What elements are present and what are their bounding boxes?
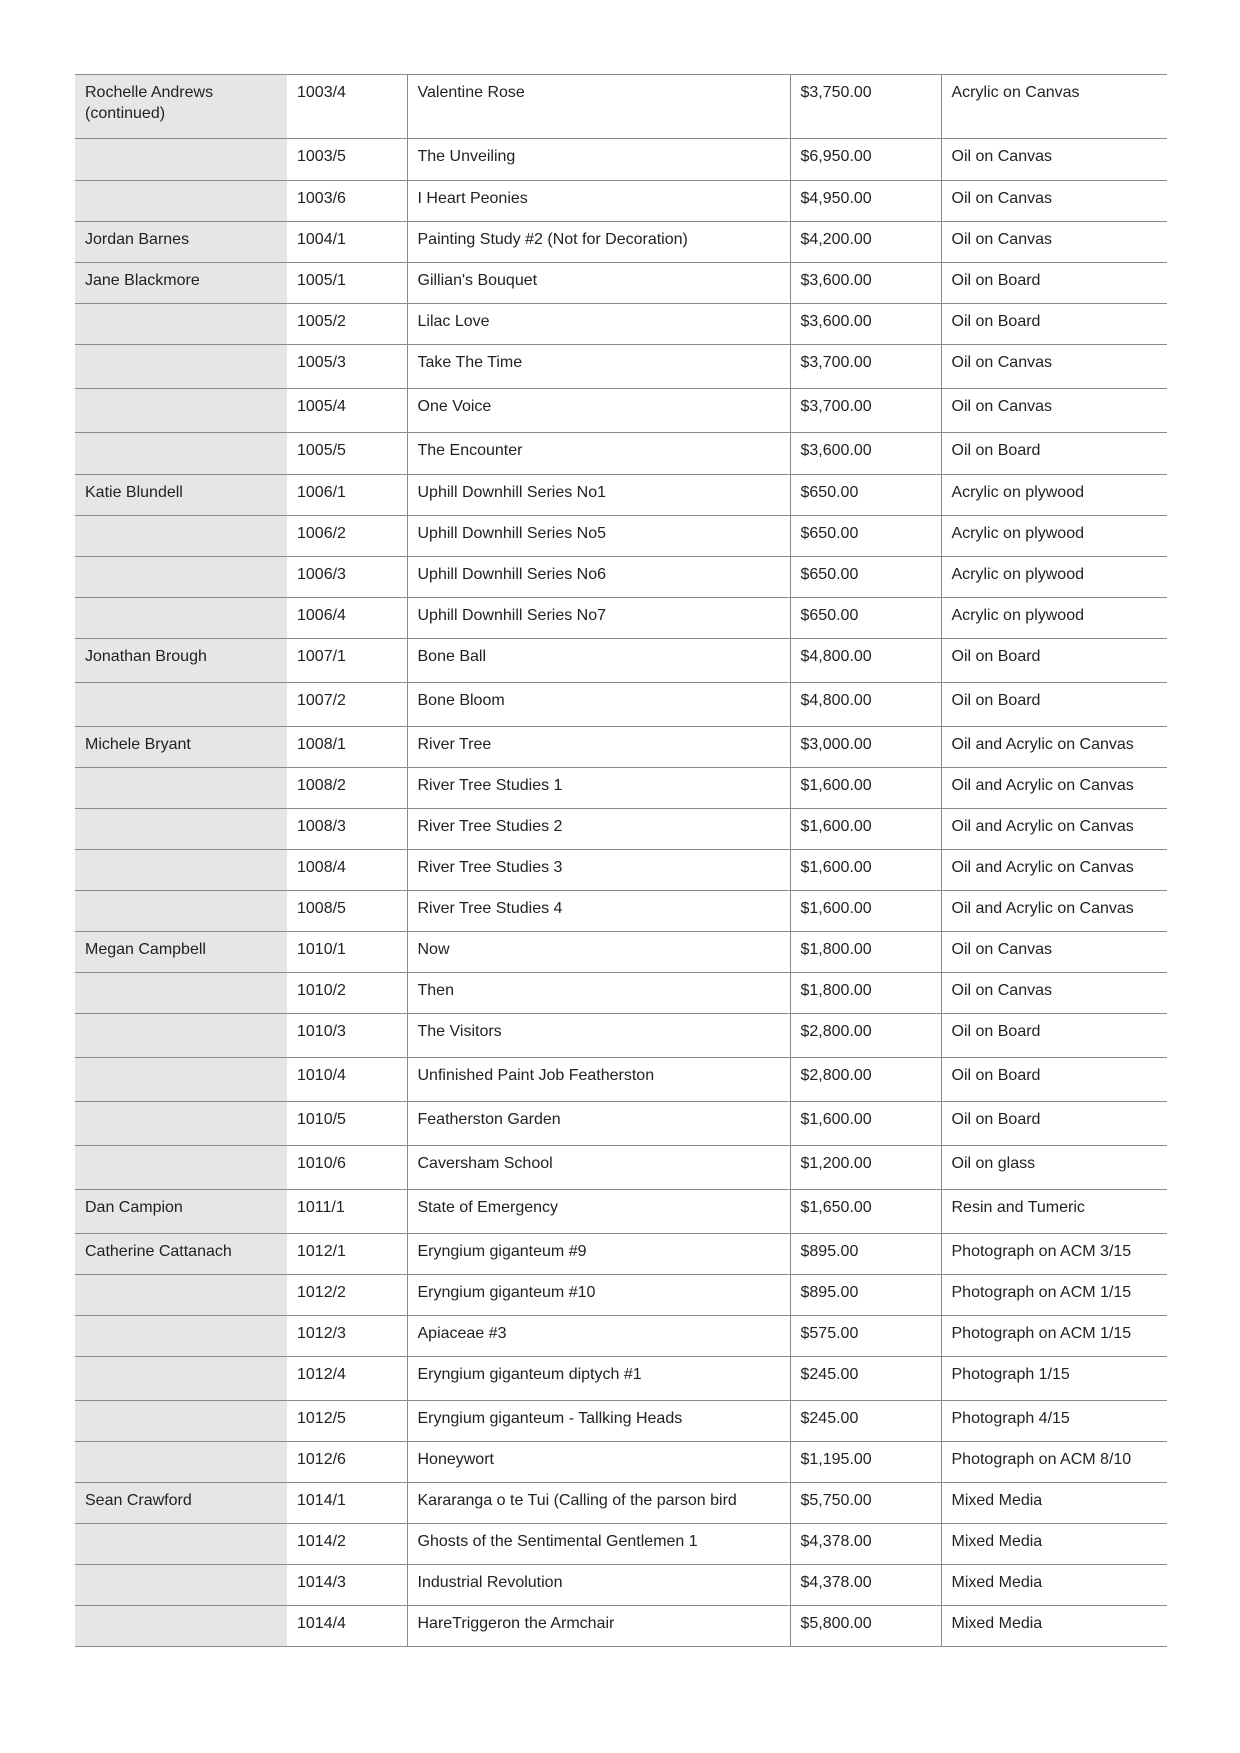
price-cell: $5,750.00 — [790, 1483, 941, 1524]
medium-cell: Oil on Board — [941, 263, 1167, 304]
artwork-price-table — [75, 74, 1167, 1647]
medium-cell: Acrylic on Canvas — [941, 75, 1167, 139]
table-row — [75, 639, 1167, 683]
title-cell: Eryngium giganteum diptych #1 — [407, 1357, 790, 1401]
catalogue-number-cell: 1010/4 — [287, 1058, 407, 1102]
price-cell: $3,600.00 — [790, 304, 941, 345]
table-row — [75, 598, 1167, 639]
catalogue-number-cell: 1005/5 — [287, 433, 407, 475]
artist-cell: Jordan Barnes — [75, 222, 287, 263]
table-row — [75, 809, 1167, 850]
title-cell: Featherston Garden — [407, 1102, 790, 1146]
medium-cell: Oil on Canvas — [941, 139, 1167, 181]
title-cell: River Tree Studies 3 — [407, 850, 790, 891]
catalogue-number-cell: 1010/2 — [287, 973, 407, 1014]
artist-cell: Dan Campion — [75, 1190, 287, 1234]
title-cell: Caversham School — [407, 1146, 790, 1190]
table-row — [75, 1058, 1167, 1102]
medium-cell: Mixed Media — [941, 1524, 1167, 1565]
catalogue-number-cell: 1008/4 — [287, 850, 407, 891]
artist-cell — [75, 516, 287, 557]
catalogue-number-cell: 1003/4 — [287, 75, 407, 139]
medium-cell: Oil on Board — [941, 1014, 1167, 1058]
title-cell: Uphill Downhill Series No6 — [407, 557, 790, 598]
price-cell: $4,800.00 — [790, 683, 941, 727]
table-row — [75, 1316, 1167, 1357]
price-cell: $4,378.00 — [790, 1524, 941, 1565]
title-cell: River Tree Studies 4 — [407, 891, 790, 932]
artist-cell — [75, 557, 287, 598]
title-cell: The Encounter — [407, 433, 790, 475]
price-cell: $1,650.00 — [790, 1190, 941, 1234]
title-cell: HareTriggeron the Armchair — [407, 1606, 790, 1647]
medium-cell: Photograph on ACM 1/15 — [941, 1275, 1167, 1316]
catalogue-number-cell: 1012/5 — [287, 1401, 407, 1442]
title-cell: Industrial Revolution — [407, 1565, 790, 1606]
price-cell: $4,800.00 — [790, 639, 941, 683]
artist-cell — [75, 768, 287, 809]
title-cell: Apiaceae #3 — [407, 1316, 790, 1357]
catalogue-number-cell: 1008/2 — [287, 768, 407, 809]
title-cell: Take The Time — [407, 345, 790, 389]
table-row — [75, 475, 1167, 516]
price-cell: $3,750.00 — [790, 75, 941, 139]
title-cell: The Unveiling — [407, 139, 790, 181]
artist-cell — [75, 389, 287, 433]
title-cell: I Heart Peonies — [407, 181, 790, 222]
medium-cell: Mixed Media — [941, 1565, 1167, 1606]
table-row — [75, 1565, 1167, 1606]
price-cell: $6,950.00 — [790, 139, 941, 181]
medium-cell: Acrylic on plywood — [941, 557, 1167, 598]
catalogue-number-cell: 1004/1 — [287, 222, 407, 263]
catalogue-number-cell: 1003/6 — [287, 181, 407, 222]
title-cell: River Tree — [407, 727, 790, 768]
medium-cell: Oil on Board — [941, 1102, 1167, 1146]
title-cell: Eryngium giganteum - Tallking Heads — [407, 1401, 790, 1442]
artist-cell — [75, 304, 287, 345]
price-cell: $3,700.00 — [790, 345, 941, 389]
table-row — [75, 768, 1167, 809]
medium-cell: Oil on Board — [941, 304, 1167, 345]
price-cell: $245.00 — [790, 1401, 941, 1442]
price-cell: $245.00 — [790, 1357, 941, 1401]
medium-cell: Photograph on ACM 3/15 — [941, 1234, 1167, 1275]
catalogue-number-cell: 1008/3 — [287, 809, 407, 850]
table-row — [75, 1190, 1167, 1234]
catalogue-number-cell: 1005/2 — [287, 304, 407, 345]
medium-cell: Oil on Board — [941, 1058, 1167, 1102]
catalogue-number-cell: 1006/2 — [287, 516, 407, 557]
artist-cell — [75, 850, 287, 891]
medium-cell: Oil on Board — [941, 683, 1167, 727]
price-cell: $1,600.00 — [790, 1102, 941, 1146]
catalogue-number-cell: 1007/2 — [287, 683, 407, 727]
table-row — [75, 433, 1167, 475]
medium-cell: Photograph on ACM 8/10 — [941, 1442, 1167, 1483]
artist-cell — [75, 1014, 287, 1058]
medium-cell: Oil on Board — [941, 433, 1167, 475]
artist-cell — [75, 1275, 287, 1316]
medium-cell: Oil on Canvas — [941, 389, 1167, 433]
price-cell: $1,600.00 — [790, 891, 941, 932]
catalogue-number-cell: 1012/2 — [287, 1275, 407, 1316]
title-cell: Unfinished Paint Job Featherston — [407, 1058, 790, 1102]
artist-cell — [75, 1357, 287, 1401]
medium-cell: Oil and Acrylic on Canvas — [941, 850, 1167, 891]
medium-cell: Photograph on ACM 1/15 — [941, 1316, 1167, 1357]
price-cell: $3,600.00 — [790, 433, 941, 475]
medium-cell: Oil and Acrylic on Canvas — [941, 809, 1167, 850]
artist-cell — [75, 1524, 287, 1565]
price-cell: $895.00 — [790, 1275, 941, 1316]
medium-cell: Resin and Tumeric — [941, 1190, 1167, 1234]
artist-cell: Jonathan Brough — [75, 639, 287, 683]
artist-cell: Megan Campbell — [75, 932, 287, 973]
table-row — [75, 850, 1167, 891]
medium-cell: Mixed Media — [941, 1606, 1167, 1647]
table-body — [75, 75, 1167, 1647]
table-row — [75, 683, 1167, 727]
title-cell: River Tree Studies 1 — [407, 768, 790, 809]
title-cell: Uphill Downhill Series No7 — [407, 598, 790, 639]
medium-cell: Oil and Acrylic on Canvas — [941, 891, 1167, 932]
catalogue-number-cell: 1012/1 — [287, 1234, 407, 1275]
catalogue-number-cell: 1003/5 — [287, 139, 407, 181]
artist-cell — [75, 1146, 287, 1190]
catalogue-number-cell: 1010/5 — [287, 1102, 407, 1146]
medium-cell: Oil on Canvas — [941, 932, 1167, 973]
catalogue-number-cell: 1014/1 — [287, 1483, 407, 1524]
catalogue-number-cell: 1008/1 — [287, 727, 407, 768]
title-cell: Bone Ball — [407, 639, 790, 683]
table-row — [75, 263, 1167, 304]
table-row — [75, 1234, 1167, 1275]
title-cell: Painting Study #2 (Not for Decoration) — [407, 222, 790, 263]
medium-cell: Photograph 1/15 — [941, 1357, 1167, 1401]
artist-cell — [75, 598, 287, 639]
title-cell: Uphill Downhill Series No1 — [407, 475, 790, 516]
medium-cell: Acrylic on plywood — [941, 598, 1167, 639]
medium-cell: Acrylic on plywood — [941, 475, 1167, 516]
catalogue-number-cell: 1007/1 — [287, 639, 407, 683]
catalogue-number-cell: 1014/3 — [287, 1565, 407, 1606]
medium-cell: Oil and Acrylic on Canvas — [941, 727, 1167, 768]
artist-cell — [75, 1565, 287, 1606]
title-cell: Now — [407, 932, 790, 973]
catalogue-number-cell: 1014/2 — [287, 1524, 407, 1565]
title-cell: One Voice — [407, 389, 790, 433]
table-row — [75, 1524, 1167, 1565]
price-cell: $3,000.00 — [790, 727, 941, 768]
artist-cell — [75, 433, 287, 475]
table-row — [75, 304, 1167, 345]
title-cell: Then — [407, 973, 790, 1014]
price-cell: $3,600.00 — [790, 263, 941, 304]
catalogue-number-cell: 1012/3 — [287, 1316, 407, 1357]
price-cell: $4,378.00 — [790, 1565, 941, 1606]
title-cell: Ghosts of the Sentimental Gentlemen 1 — [407, 1524, 790, 1565]
medium-cell: Acrylic on plywood — [941, 516, 1167, 557]
table-row — [75, 891, 1167, 932]
artist-cell — [75, 181, 287, 222]
title-cell: River Tree Studies 2 — [407, 809, 790, 850]
catalogue-number-cell: 1012/6 — [287, 1442, 407, 1483]
price-cell: $2,800.00 — [790, 1058, 941, 1102]
medium-cell: Oil on Canvas — [941, 345, 1167, 389]
artist-cell: Rochelle Andrews (continued) — [75, 75, 287, 139]
table-row — [75, 557, 1167, 598]
medium-cell: Mixed Media — [941, 1483, 1167, 1524]
medium-cell: Oil on Canvas — [941, 973, 1167, 1014]
artist-cell — [75, 683, 287, 727]
medium-cell: Oil on Canvas — [941, 222, 1167, 263]
artist-cell: Jane Blackmore — [75, 263, 287, 304]
table-row — [75, 516, 1167, 557]
catalogue-number-cell: 1010/1 — [287, 932, 407, 973]
artist-cell — [75, 973, 287, 1014]
price-cell: $1,600.00 — [790, 809, 941, 850]
title-cell: Honeywort — [407, 1442, 790, 1483]
table-row — [75, 139, 1167, 181]
table-row — [75, 727, 1167, 768]
artist-cell — [75, 1442, 287, 1483]
artist-cell — [75, 809, 287, 850]
artist-cell — [75, 1058, 287, 1102]
catalogue-number-cell: 1008/5 — [287, 891, 407, 932]
catalogue-number-cell: 1010/3 — [287, 1014, 407, 1058]
title-cell: Uphill Downhill Series No5 — [407, 516, 790, 557]
price-cell: $575.00 — [790, 1316, 941, 1357]
artist-cell — [75, 345, 287, 389]
medium-cell: Oil on Canvas — [941, 181, 1167, 222]
price-cell: $1,195.00 — [790, 1442, 941, 1483]
table-row — [75, 1442, 1167, 1483]
price-cell: $4,200.00 — [790, 222, 941, 263]
price-cell: $895.00 — [790, 1234, 941, 1275]
table-row — [75, 1483, 1167, 1524]
table-row — [75, 1014, 1167, 1058]
table-row — [75, 1102, 1167, 1146]
table-row — [75, 1146, 1167, 1190]
table-row — [75, 181, 1167, 222]
price-cell: $1,200.00 — [790, 1146, 941, 1190]
artist-cell — [75, 1316, 287, 1357]
price-cell: $650.00 — [790, 557, 941, 598]
medium-cell: Photograph 4/15 — [941, 1401, 1167, 1442]
catalogue-number-cell: 1005/3 — [287, 345, 407, 389]
catalogue-number-cell: 1006/1 — [287, 475, 407, 516]
catalogue-number-cell: 1012/4 — [287, 1357, 407, 1401]
table-row — [75, 973, 1167, 1014]
artist-cell: Michele Bryant — [75, 727, 287, 768]
title-cell: The Visitors — [407, 1014, 790, 1058]
price-cell: $2,800.00 — [790, 1014, 941, 1058]
catalogue-number-cell: 1006/3 — [287, 557, 407, 598]
table-row — [75, 1357, 1167, 1401]
medium-cell: Oil on Board — [941, 639, 1167, 683]
price-cell: $4,950.00 — [790, 181, 941, 222]
artist-cell: Katie Blundell — [75, 475, 287, 516]
title-cell: Gillian's Bouquet — [407, 263, 790, 304]
price-cell: $1,600.00 — [790, 768, 941, 809]
artist-cell: Catherine Cattanach — [75, 1234, 287, 1275]
artist-cell — [75, 1102, 287, 1146]
table-row — [75, 1275, 1167, 1316]
price-cell: $5,800.00 — [790, 1606, 941, 1647]
catalogue-number-cell: 1006/4 — [287, 598, 407, 639]
artist-cell — [75, 1606, 287, 1647]
catalogue-number-cell: 1005/4 — [287, 389, 407, 433]
catalogue-number-cell: 1014/4 — [287, 1606, 407, 1647]
price-cell: $1,800.00 — [790, 932, 941, 973]
price-cell: $650.00 — [790, 598, 941, 639]
table-row — [75, 222, 1167, 263]
title-cell: Lilac Love — [407, 304, 790, 345]
table-row — [75, 1401, 1167, 1442]
price-cell: $650.00 — [790, 516, 941, 557]
title-cell: Kararanga o te Tui (Calling of the parson bird — [407, 1483, 790, 1524]
table-row — [75, 1606, 1167, 1647]
catalogue-number-cell: 1010/6 — [287, 1146, 407, 1190]
price-cell: $3,700.00 — [790, 389, 941, 433]
artist-cell — [75, 1401, 287, 1442]
price-cell: $650.00 — [790, 475, 941, 516]
title-cell: Eryngium giganteum #10 — [407, 1275, 790, 1316]
table-row — [75, 932, 1167, 973]
table-row — [75, 75, 1167, 139]
price-cell: $1,600.00 — [790, 850, 941, 891]
medium-cell: Oil and Acrylic on Canvas — [941, 768, 1167, 809]
title-cell: State of Emergency — [407, 1190, 790, 1234]
catalogue-number-cell: 1011/1 — [287, 1190, 407, 1234]
artist-cell — [75, 891, 287, 932]
catalogue-number-cell: 1005/1 — [287, 263, 407, 304]
title-cell: Valentine Rose — [407, 75, 790, 139]
title-cell: Bone Bloom — [407, 683, 790, 727]
artist-cell: Sean Crawford — [75, 1483, 287, 1524]
table-row — [75, 389, 1167, 433]
medium-cell: Oil on glass — [941, 1146, 1167, 1190]
price-cell: $1,800.00 — [790, 973, 941, 1014]
artist-cell — [75, 139, 287, 181]
table-row — [75, 345, 1167, 389]
title-cell: Eryngium giganteum #9 — [407, 1234, 790, 1275]
